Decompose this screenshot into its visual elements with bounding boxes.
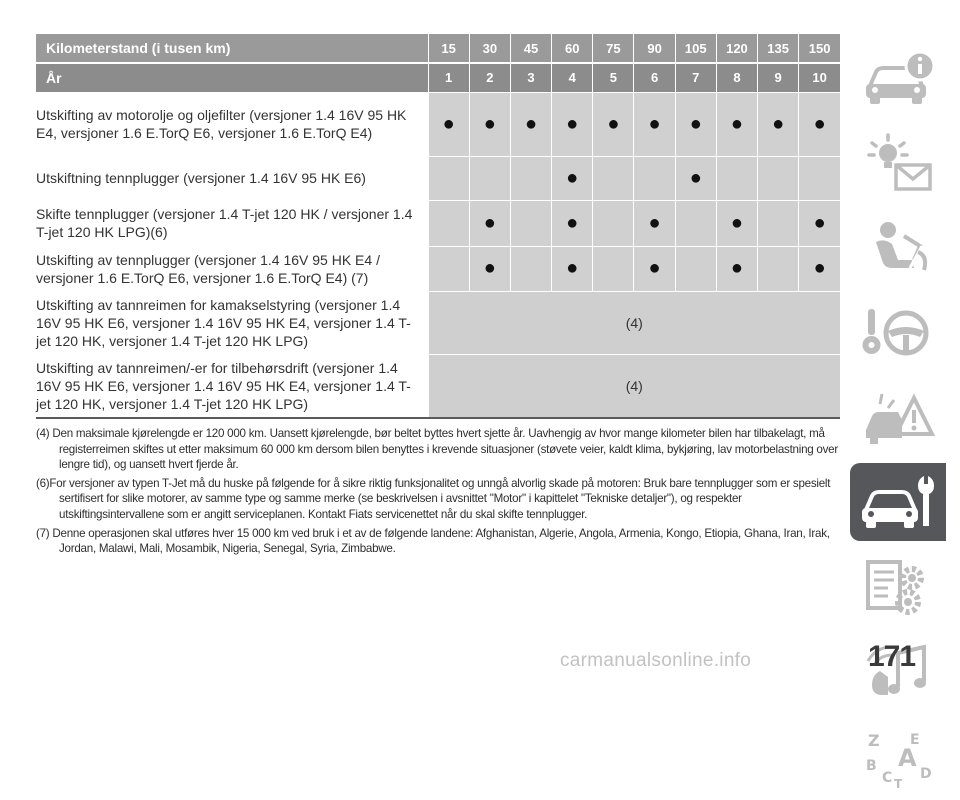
index-letter: T bbox=[894, 776, 903, 791]
interval-mark bbox=[510, 246, 551, 291]
interval-mark: ● bbox=[552, 246, 593, 291]
header-km-value: 90 bbox=[634, 34, 675, 63]
maintenance-schedule-table bbox=[36, 34, 840, 419]
index-letter: B bbox=[866, 757, 877, 774]
operation-label: Utskifting av tannreimen/-er for tilbehørsdrift (versjoner 1.4 16V 95 HK E6, versjoner 1.4 16V 95 HK E4, versjoner 1.4 T-jet 120 HK, versjoner 1.4 T-jet 120 HK LPG) bbox=[36, 354, 428, 418]
interval-mark: ● bbox=[634, 92, 675, 156]
interval-mark: ● bbox=[799, 92, 840, 156]
table-row bbox=[36, 354, 840, 418]
interval-mark: ● bbox=[799, 200, 840, 246]
interval-mark bbox=[469, 156, 510, 200]
interval-mark bbox=[758, 246, 799, 291]
interval-mark bbox=[716, 156, 757, 200]
footnote: (4) Den maksimale kjørelengde er 120 000 km. Uansett kjørelengde, bør beltet byttes hvert sjette år. Uavhengig av hvor mange kilometer bilen har tilbakelagt, må registerreimen skiftes ut etter maksimum 60 000 km dersom bilen benyttes i krevende situasjoner (støvete veier, kaldt klima, bykjøring, lav motorbelastning over lengre tid), og uansett hvert fjerde år. bbox=[36, 427, 838, 472]
footnote: (6)For versjoner av typen T-Jet må du huske på følgende for å sikre riktig funksjonalitet og unngå alvorlig skade på motoren: Bruk bare tennplugger som er spesielt sertifisert for slike motorer, av samme type og samme merke (se beskrivelsen i avsnittet "Motor" i kapittelet "Tekniske detaljer"), og respekter utskiftingsintervallene som er angitt serviceplanen. Kontakt Fiats servicenettet når du skal skifte tennplugger. bbox=[36, 476, 831, 521]
watermark: carmanualsonline.info bbox=[560, 650, 752, 671]
interval-mark: ● bbox=[552, 200, 593, 246]
table-row bbox=[36, 200, 840, 246]
table-row bbox=[36, 92, 840, 156]
interval-mark bbox=[675, 246, 716, 291]
interval-mark bbox=[758, 156, 799, 200]
header-year-value: 10 bbox=[799, 63, 840, 92]
index-letter: Z bbox=[868, 730, 880, 750]
header-year-label: År bbox=[36, 63, 428, 92]
interval-mark: ● bbox=[469, 200, 510, 246]
steering-key-icon bbox=[858, 301, 938, 365]
technical-data-icon bbox=[858, 556, 938, 620]
interval-mark: ● bbox=[552, 156, 593, 200]
table-row bbox=[36, 291, 840, 354]
interval-mark bbox=[510, 156, 551, 200]
header-km-value: 150 bbox=[799, 34, 840, 63]
header-km-value: 120 bbox=[716, 34, 757, 63]
operation-label: Skifte tennplugger (versjoner 1.4 T-jet 120 HK / versjoner 1.4 T-jet 120 HK LPG)(6) bbox=[36, 206, 413, 240]
interval-mark: ● bbox=[552, 92, 593, 156]
interval-mark: ● bbox=[469, 246, 510, 291]
sidebar-tab-emergency[interactable] bbox=[850, 375, 946, 460]
header-year-value: 6 bbox=[634, 63, 675, 92]
emergency-icon bbox=[858, 386, 938, 450]
interval-mark: ● bbox=[634, 246, 675, 291]
header-year-value: 8 bbox=[716, 63, 757, 92]
header-km-value: 15 bbox=[428, 34, 469, 63]
interval-mark bbox=[675, 200, 716, 246]
interval-mark: ● bbox=[510, 92, 551, 156]
sidebar-tab-technical-data[interactable] bbox=[850, 545, 946, 630]
footnote: (7) Denne operasjonen skal utføres hver 15 000 km ved bruk i et av de følgende landene: Afghanistan, Algerie, Angola, Armenia, Kongo, Etiopia, Ghana, Iran, Irak, Jordan, Malawi, Mali, Mosambik, Nigeria, Senegal, Syria, Zimbabwe. bbox=[36, 526, 830, 556]
airbag-seat-icon bbox=[858, 216, 938, 280]
interval-mark: ● bbox=[634, 200, 675, 246]
interval-mark bbox=[428, 200, 469, 246]
interval-mark bbox=[428, 156, 469, 200]
header-row-km bbox=[36, 34, 840, 63]
index-letter: D bbox=[920, 765, 932, 782]
header-year-value: 3 bbox=[510, 63, 551, 92]
sidebar-tab-index[interactable] bbox=[850, 715, 946, 800]
interval-mark: ● bbox=[469, 92, 510, 156]
interval-mark bbox=[758, 200, 799, 246]
header-km-value: 45 bbox=[510, 34, 551, 63]
header-year-value: 2 bbox=[469, 63, 510, 92]
interval-mark: ● bbox=[799, 246, 840, 291]
interval-mark: ● bbox=[428, 92, 469, 156]
header-year-value: 7 bbox=[675, 63, 716, 92]
sidebar-tab-car-info[interactable] bbox=[850, 35, 946, 120]
index-letter: A bbox=[898, 743, 917, 772]
operation-label: Utskifting av tannreimen for kamakselstyring (versjoner 1.4 16V 95 HK E6, versjoner 1.4 16V 95 HK E4, versjoner 1.4 T-jet 120 HK, versjoner 1.4 T-jet 120 HK LPG) bbox=[36, 296, 411, 349]
header-km-value: 135 bbox=[758, 34, 799, 63]
interval-mark bbox=[634, 156, 675, 200]
header-km-label: Kilometerstand (i tusen km) bbox=[36, 34, 428, 63]
header-year-value: 1 bbox=[428, 63, 469, 92]
page-number: 171 bbox=[868, 640, 916, 673]
interval-mark: ● bbox=[758, 92, 799, 156]
operation-label: Utskiftning tennplugger (versjoner 1.4 16V 95 HK E6) bbox=[36, 170, 366, 186]
index-letter: C bbox=[882, 769, 893, 786]
operation-label: Utskifting av tennplugger (versjoner 1.4 16V 95 HK E4 / versjoner 1.6 E.TorQ E6, versjoner 1.6 E.TorQ E4) (7) bbox=[36, 251, 380, 286]
table-row bbox=[36, 246, 840, 291]
chapter-sidebar bbox=[850, 35, 946, 800]
sidebar-tab-maintenance[interactable] bbox=[850, 463, 946, 541]
header-km-value: 60 bbox=[552, 34, 593, 63]
footnotes bbox=[36, 426, 842, 560]
sidebar-tab-warning-lights[interactable] bbox=[850, 120, 946, 205]
interval-mark bbox=[799, 156, 840, 200]
operation-label: Utskifting av motorolje og oljefilter (versjoner 1.4 16V 95 HK E4, versjoner 1.6 E.TorQ E6, versjoner 1.6 E.TorQ E4) bbox=[36, 106, 407, 141]
header-row-year bbox=[36, 63, 840, 92]
interval-mark bbox=[428, 246, 469, 291]
interval-mark bbox=[593, 246, 634, 291]
interval-mark: ● bbox=[675, 156, 716, 200]
interval-note: (4) bbox=[428, 291, 840, 354]
sidebar-tab-starting[interactable] bbox=[850, 290, 946, 375]
interval-mark: ● bbox=[675, 92, 716, 156]
interval-mark: ● bbox=[593, 92, 634, 156]
header-year-value: 4 bbox=[552, 63, 593, 92]
interval-mark: ● bbox=[716, 246, 757, 291]
sidebar-tab-safety[interactable] bbox=[850, 205, 946, 290]
interval-mark bbox=[593, 156, 634, 200]
interval-mark: ● bbox=[716, 92, 757, 156]
warning-light-icon bbox=[858, 131, 938, 195]
car-maintenance-icon bbox=[858, 470, 938, 534]
interval-mark bbox=[510, 200, 551, 246]
header-year-value: 5 bbox=[593, 63, 634, 92]
index-letter: E bbox=[910, 731, 920, 748]
header-km-value: 75 bbox=[593, 34, 634, 63]
header-year-value: 9 bbox=[758, 63, 799, 92]
header-km-value: 105 bbox=[675, 34, 716, 63]
interval-note: (4) bbox=[428, 354, 840, 418]
index-icon bbox=[858, 726, 938, 790]
header-km-value: 30 bbox=[469, 34, 510, 63]
interval-mark: ● bbox=[716, 200, 757, 246]
car-info-icon bbox=[858, 46, 938, 110]
interval-mark bbox=[593, 200, 634, 246]
table-row bbox=[36, 156, 840, 200]
